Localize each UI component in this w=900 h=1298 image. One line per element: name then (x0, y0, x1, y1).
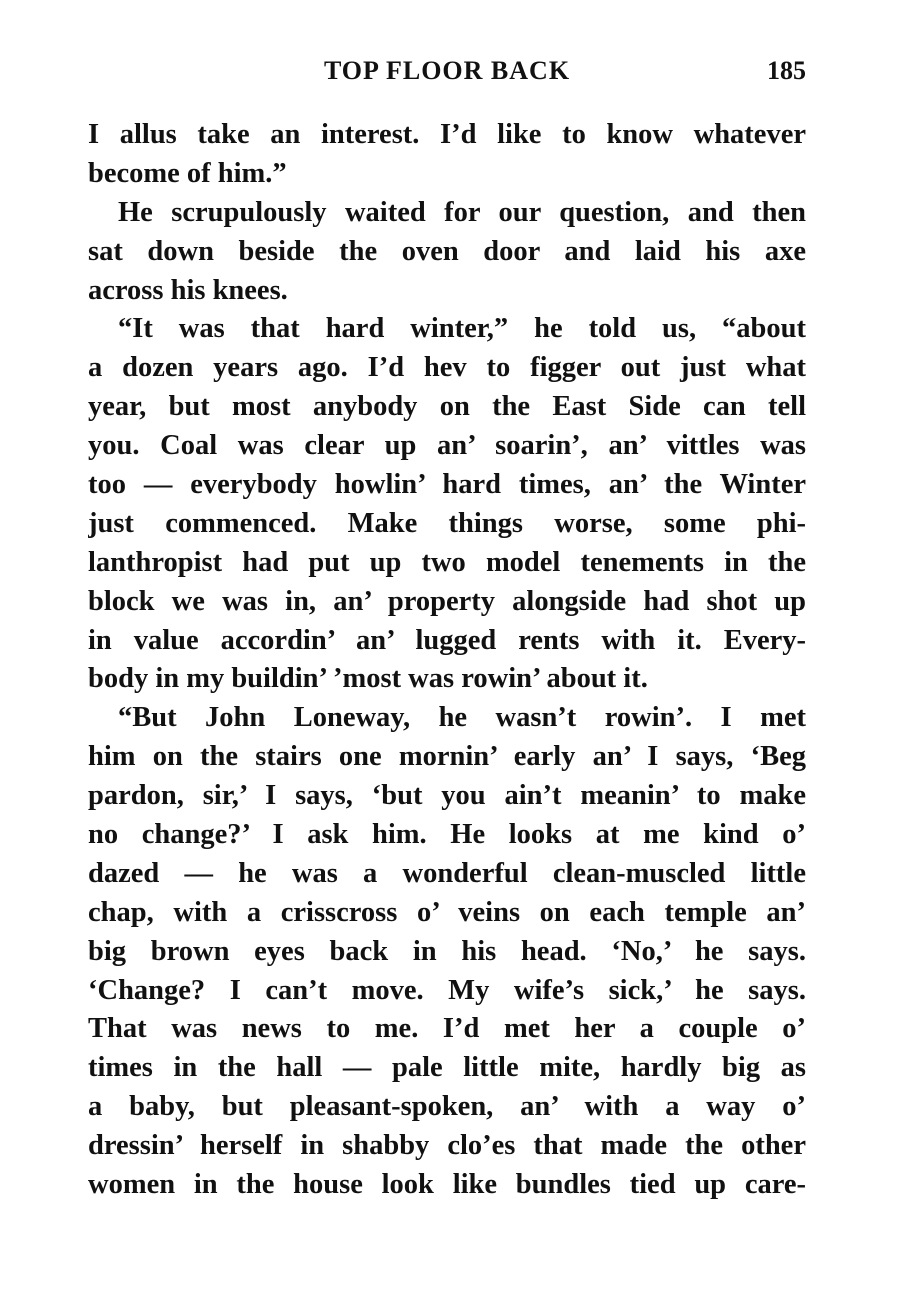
text-line: lanthropist had put up two model tenements in the (88, 546, 806, 578)
text-line: “It was that hard winter,” he told us, “about (118, 313, 806, 345)
text-line: pardon, sir,’ I says, ‘but you ain’t meanin’ to make (88, 780, 806, 812)
text-line: He scrupulously waited for our question, and then (118, 196, 806, 228)
text-line: times in the hall — pale little mite, hardly big as (88, 1052, 806, 1084)
running-title: TOP FLOOR BACK (323, 56, 571, 85)
text-line: a dozen years ago. I’d hev to figger out just what (88, 352, 806, 384)
text-line: That was news to me. I’d met her a couple o’ (88, 1013, 806, 1045)
text-line: too — everybody howlin’ hard times, an’ the Winter (88, 469, 806, 501)
text-line: block we was in, an’ property alongside had shot up (88, 585, 806, 617)
text-line: you. Coal was clear up an’ soarin’, an’ vittles was (88, 430, 806, 462)
text-line: dressin’ herself in shabby clo’es that made the other (88, 1130, 806, 1162)
text-line: sat down beside the oven door and laid his axe (88, 235, 806, 267)
text-line: across his knees. (88, 274, 288, 306)
text-line: no change?’ I ask him. He looks at me kind o’ (88, 819, 806, 851)
text-line: “But John Loneway, he wasn’t rowin’. I met (118, 702, 806, 734)
text-line: him on the stairs one mornin’ early an’ I says, ‘Beg (88, 741, 806, 773)
text-line: women in the house look like bundles tied up care- (88, 1169, 806, 1201)
text-line: a baby, but pleasant-spoken, an’ with a way o’ (88, 1091, 806, 1123)
running-head (88, 56, 806, 96)
text-line: year, but most anybody on the East Side can tell (88, 391, 806, 423)
text-line: I allus take an interest. I’d like to know whatever (88, 119, 806, 150)
text-line: body in my buildin’ ’most was rowin’ about it. (88, 663, 648, 695)
text-line: dazed — he was a wonderful clean-muscled little (88, 857, 806, 889)
text-line: ‘Change? I can’t move. My wife’s sick,’ he says. (88, 974, 806, 1006)
text-line: in value accordin’ an’ lugged rents with it. Every- (88, 624, 806, 656)
page-number: 185 (767, 56, 806, 85)
text-line: big brown eyes back in his head. ‘No,’ he says. (88, 935, 806, 967)
text-line: become of him.” (88, 157, 287, 189)
text-line: just commenced. Make things worse, some phi- (88, 507, 806, 539)
text-line: chap, with a crisscross o’ veins on each temple an’ (88, 896, 806, 928)
body-text (88, 116, 806, 1205)
